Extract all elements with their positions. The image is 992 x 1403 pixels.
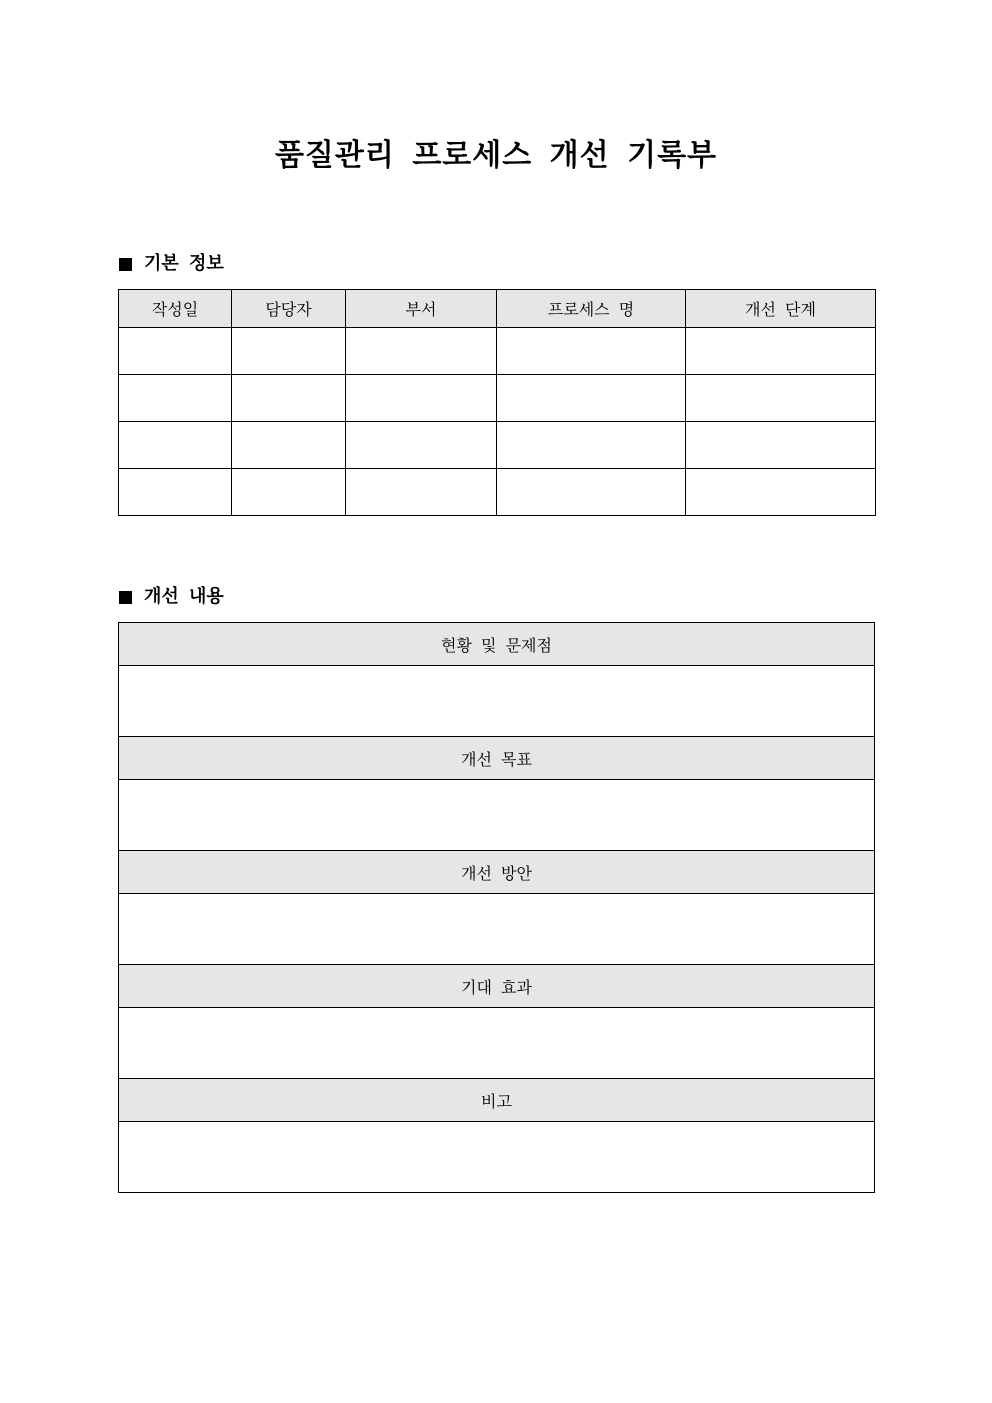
section-header-row xyxy=(119,965,875,1008)
manager-cell[interactable] xyxy=(232,328,346,375)
column-header-department: 부서 xyxy=(346,290,497,328)
process-name-cell[interactable] xyxy=(497,422,686,469)
basic-info-heading xyxy=(119,252,224,276)
square-bullet-icon xyxy=(119,591,132,604)
table-row xyxy=(119,328,876,375)
improvement-goal-header: 개선 목표 xyxy=(119,737,875,780)
section-header-row xyxy=(119,1079,875,1122)
manager-cell[interactable] xyxy=(232,469,346,516)
table-row xyxy=(119,422,876,469)
improvement-stage-cell[interactable] xyxy=(686,375,876,422)
section-header-row xyxy=(119,623,875,666)
date-cell[interactable] xyxy=(119,469,232,516)
column-header-improvement-stage: 개선 단계 xyxy=(686,290,876,328)
improvement-plan-field[interactable] xyxy=(119,894,875,965)
department-cell[interactable] xyxy=(346,469,497,516)
improvement-stage-cell[interactable] xyxy=(686,469,876,516)
improvement-content-heading-label: 개선 내용 xyxy=(144,586,224,607)
basic-info-table xyxy=(118,289,876,516)
improvement-stage-cell[interactable] xyxy=(686,422,876,469)
department-cell[interactable] xyxy=(346,328,497,375)
table-row xyxy=(119,375,876,422)
remarks-header: 비고 xyxy=(119,1079,875,1122)
section-body-row xyxy=(119,780,875,851)
expected-effect-header: 기대 효과 xyxy=(119,965,875,1008)
document-title: 품질관리 프로세스 개선 기록부 xyxy=(274,138,718,173)
department-cell[interactable] xyxy=(346,375,497,422)
table-row xyxy=(119,469,876,516)
improvement-content-table xyxy=(118,622,875,1193)
basic-info-heading-label: 기본 정보 xyxy=(144,253,224,274)
section-body-row xyxy=(119,894,875,965)
manager-cell[interactable] xyxy=(232,375,346,422)
basic-info-header-row xyxy=(119,290,876,328)
remarks-field[interactable] xyxy=(119,1122,875,1193)
date-cell[interactable] xyxy=(119,328,232,375)
section-body-row xyxy=(119,1008,875,1079)
section-body-row xyxy=(119,666,875,737)
process-name-cell[interactable] xyxy=(497,328,686,375)
date-cell[interactable] xyxy=(119,375,232,422)
current-status-problems-field[interactable] xyxy=(119,666,875,737)
manager-cell[interactable] xyxy=(232,422,346,469)
section-header-row xyxy=(119,851,875,894)
improvement-goal-field[interactable] xyxy=(119,780,875,851)
process-name-cell[interactable] xyxy=(497,469,686,516)
section-header-row xyxy=(119,737,875,780)
square-bullet-icon xyxy=(119,258,132,271)
current-status-problems-header: 현황 및 문제점 xyxy=(119,623,875,666)
date-cell[interactable] xyxy=(119,422,232,469)
column-header-manager: 담당자 xyxy=(232,290,346,328)
improvement-plan-header: 개선 방안 xyxy=(119,851,875,894)
column-header-process-name: 프로세스 명 xyxy=(497,290,686,328)
department-cell[interactable] xyxy=(346,422,497,469)
column-header-date: 작성일 xyxy=(119,290,232,328)
improvement-stage-cell[interactable] xyxy=(686,328,876,375)
process-name-cell[interactable] xyxy=(497,375,686,422)
improvement-content-heading xyxy=(119,585,224,609)
section-body-row xyxy=(119,1122,875,1193)
expected-effect-field[interactable] xyxy=(119,1008,875,1079)
